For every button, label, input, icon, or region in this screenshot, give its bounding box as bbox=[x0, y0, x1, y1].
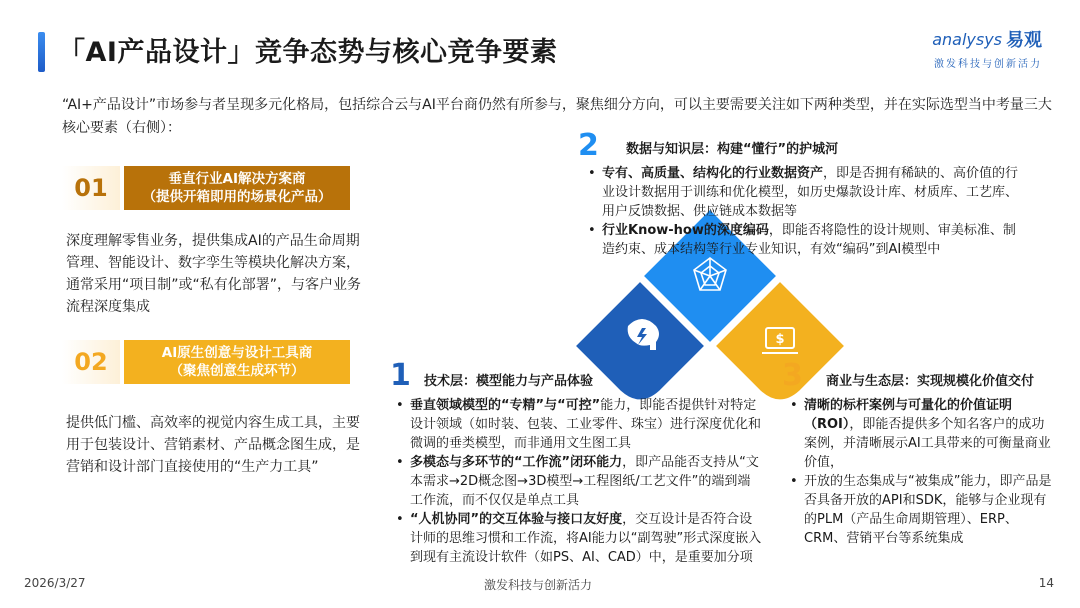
svg-text:$: $ bbox=[775, 332, 785, 347]
footer-date: 2026/3/27 bbox=[24, 576, 86, 590]
category-01-line2: （提供开箱即用的场景化产品） bbox=[142, 189, 332, 205]
category-02-line2: （聚焦创意生成环节） bbox=[169, 363, 305, 379]
layer-2-bullet: • 行业Know-how的深度编码，即能否将隐性的设计规则、审美标准、制造约束、成本结构等行业专业知识，有效“编码”到AI模型中 bbox=[588, 221, 1028, 259]
category-number-01: 01 bbox=[62, 166, 120, 210]
category-number-02: 02 bbox=[62, 340, 120, 384]
category-02-line1: AI原生创意与设计工具商 bbox=[161, 345, 313, 361]
layer-1-number: 1 bbox=[390, 358, 411, 393]
title-accent-bar bbox=[38, 32, 45, 72]
layer-2-title: 数据与知识层：构建“懂行”的护城河 bbox=[626, 142, 839, 157]
category-description-02: 提供低门槛、高效率的视觉内容生成工具，主要用于包装设计、营销素材、产品概念图生成，是营销和设计部门直接使用的“生产力工具” bbox=[66, 415, 360, 475]
layer-3-number: 3 bbox=[782, 358, 803, 393]
layer-2-bullet: • 专有、高质量、结构化的行业数据资产，即是否拥有稀缺的、高价值的行业设计数据用于训练和优化模型，如历史爆款设计库、材质库、工艺库、用户反馈数据、供应链成本数据等 bbox=[588, 164, 1028, 221]
footer-slogan: 激发科技与创新活力 bbox=[484, 578, 593, 592]
brand-logo bbox=[932, 26, 1042, 70]
layer-3-bullet: • 开放的生态集成与“被集成”能力，即产品是否具备开放的API和SDK，能够与企业现有的PLM（产品生命周期管理）、ERP、CRM、营销平台等系统集成 bbox=[790, 472, 1052, 548]
layer-1-bullet: • “人机协同”的交互体验与接口友好度，交互设计是否符合设计师的思维习惯和工作流，将AI能力以“副驾驶”形式深度嵌入到现有主流设计软件（如PS、AI、CAD）中，是重要加分项 bbox=[396, 510, 762, 567]
layer-3-title: 商业与生态层：实现规模化价值交付 bbox=[826, 374, 1035, 389]
page-number: 14 bbox=[1038, 576, 1054, 590]
category-description-01: 深度理解零售业务，提供集成AI的产品生命周期管理、智能设计、数字孪生等模块化解决方案，通常采用“项目制”或“私有化部署”，与客户业务流程深度集成 bbox=[66, 233, 362, 315]
layer-1-bullet: • 多模态与多环节的“工作流”闭环能力，即产品能否支持从“文本需求→2D概念图→3D模型→工程图纸/工艺文件”的端到端工作流，而不仅仅是单点工具 bbox=[396, 453, 762, 510]
layer-2-number: 2 bbox=[578, 128, 599, 163]
category-01-line1: 垂直行业AI解决方案商 bbox=[168, 171, 306, 187]
layer-3-bullets bbox=[790, 396, 1052, 548]
layer-1-bullets bbox=[396, 396, 762, 567]
page-title: 「AI产品设计」竞争态势与核心竞争要素 bbox=[58, 37, 558, 68]
intro-text: “AI+产品设计”市场参与者呈现多元化格局，包括综合云与AI平台商仍然有所参与，聚焦细分方向，可以主要需要关注如下两种类型，并在实际选型当中考量三大核心要素（右侧）： bbox=[62, 97, 1052, 136]
layer-2-bullets bbox=[588, 164, 1028, 259]
logo-english: analysys bbox=[932, 29, 1002, 49]
layer-1-title: 技术层：模型能力与产品体验 bbox=[424, 374, 594, 389]
logo-chinese: 易观 bbox=[1006, 30, 1042, 51]
category-label-01 bbox=[124, 166, 350, 210]
category-label-02 bbox=[124, 340, 350, 384]
logo-tagline: 激发科技与创新活力 bbox=[934, 59, 1042, 70]
layer-1-bullet: • 垂直领域模型的“专精”与“可控”能力，即能否提供针对特定设计领域（如时装、包装、工业零件、珠宝）进行深度优化和微调的垂类模型，而非通用文生图工具 bbox=[396, 396, 762, 453]
layer-3-bullet: • 清晰的标杆案例与可量化的价值证明（ROI），即能否提供多个知名客户的成功案例，并清晰展示AI工具带来的可衡量商业价值， bbox=[790, 396, 1052, 472]
